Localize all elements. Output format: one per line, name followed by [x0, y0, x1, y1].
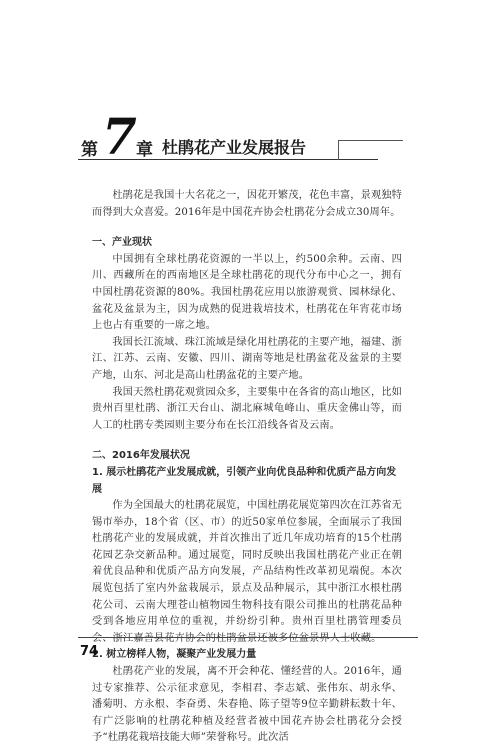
chapter-suffix: 章: [136, 140, 153, 160]
section1-paragraph-2: 我国长江流域、珠江流域是绿化用杜鹃花的主要产地，福建、浙江、江苏、云南、安徽、四川、湖南等地是杜鹃盆花及盆景的主要产地，山东、河北是高山杜鹃盆花的主要产地。: [92, 336, 402, 381]
section-heading-2016: 二、2016年发展状况: [92, 450, 190, 462]
chapter-title-bracket-line: [338, 140, 403, 160]
chapter-number: 7: [102, 107, 137, 166]
subsection-heading-2: 2. 树立榜样人物，凝聚产业发展力量: [92, 649, 257, 661]
chapter-prefix: 第: [81, 140, 98, 160]
page-number: 74: [80, 644, 99, 659]
chapter-title: 杜鹃花产业发展报告: [162, 138, 307, 157]
main-text: [92, 188, 402, 747]
intro-paragraph: 杜鹃花是我国十大名花之一，因花开繁茂，花色丰富，景观独特而得到大众喜爱。2016年是中国花卉协会杜鹃花分会成立30周年。: [92, 190, 402, 218]
chapter-underline: [78, 159, 378, 160]
section1-paragraph-3: 我国天然杜鹃花观赏园众多，主要集中在各省的高山地区，比如贵州百里杜鹃、浙江天台山、湖北麻城龟峰山、重庆金佛山等，而人工的杜鹃专类园则主要分布在长江沿线各省及云南。: [92, 386, 402, 431]
subsection-2-paragraph: 杜鹃花产业的发展，离不开会种花、懂经营的人。2016年，通过专家推荐、公示征求意见，李相君、李志斌、张伟东、胡永华、潘菊明、方永根、李奋勇、朱春艳、陈子望等9位辛勤耕耘数十年、有广泛影响的杜鹃花种植及经营者被中国花卉协会杜鹃花分会授予“杜鹃花栽培技能大师”荣誉称号。此次活: [92, 666, 402, 744]
section-heading-current-status: 一、产业现状: [92, 237, 152, 249]
subsection-heading-1: 1. 展示杜鹃花产业发展成就，引领产业向优良品种和优质产品方向发展: [92, 466, 397, 495]
subsection-1-paragraph: 作为全国最大的杜鹃花展览，中国杜鹃花展览第四次在江苏省无锡市举办，18个省（区、市）的近50家单位参展，全面展示了我国杜鹃花产业的发展成就，并首次推出了近几年成功培育的15个杜鹃花园艺杂交新品种。通过展览，同时反映出我国杜鹃花产业正在朝着优良品种和优质产品方向发展，产品结构性改革初见端倪。本次展览包括了室内外盆栽展示，景点及品种展示，其中浙江水根杜鹃花公司、云南大理苍山植物园生物科技有限公司推出的杜鹃花品种受到各地应用单位的重视，并纷纷引种。贵州百里杜鹃管理委员会、浙江嘉善县花卉协会的杜鹃盆景还被多位盆景界人士收藏。: [92, 500, 402, 644]
chapter-header: [78, 107, 428, 166]
footer-rule: [78, 637, 418, 638]
section1-paragraph-1: 中国拥有全球杜鹃花资源的一半以上，约500余种。云南、四川、西藏所在的西南地区是全球杜鹃花的现代分布中心之一，拥有中国杜鹃花资源的80%。我国杜鹃花应用以旅游观赏、园林绿化、盆花及盆景为主，因为成熟的促进栽培技术，杜鹃花在年宵花市场上也占有重要的一席之地。: [92, 253, 402, 332]
